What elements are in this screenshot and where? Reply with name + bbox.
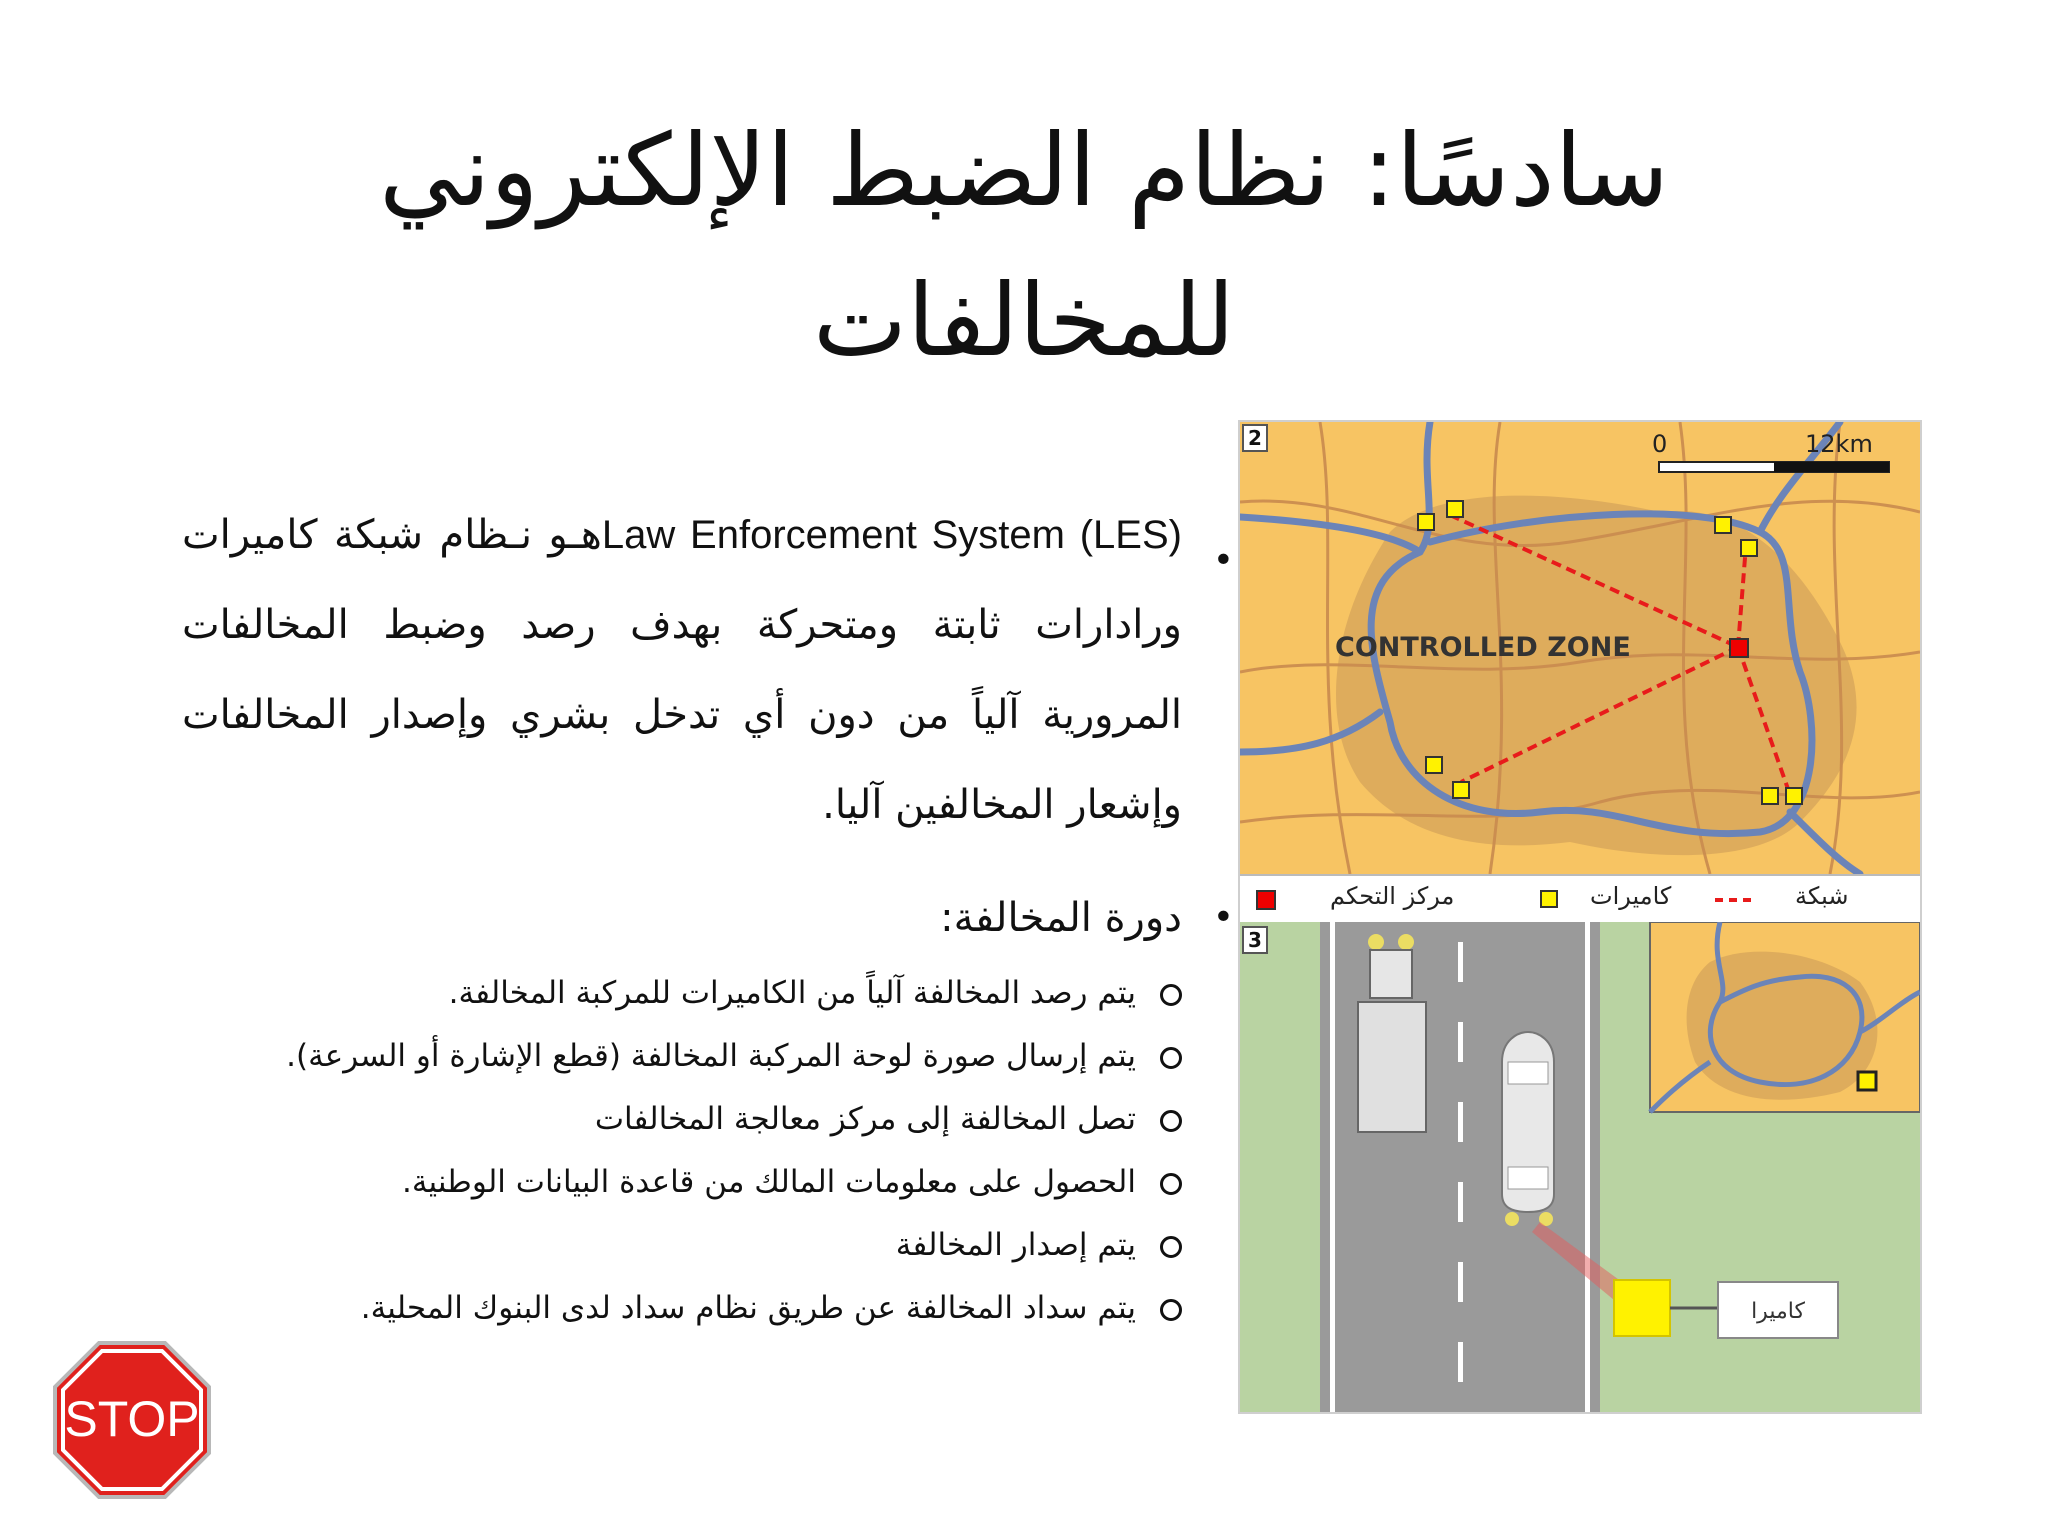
cycle-heading-bullet [182,888,1234,948]
violation-cycle-steps [182,962,1182,1340]
list-item [182,1151,1182,1214]
controlled-zone-map [1240,422,1920,874]
circle-bullet-icon [1160,1110,1182,1132]
stop-sign-text: STOP [64,1391,200,1447]
road-camera-diagram [1240,922,1920,1412]
slide-title [200,96,1848,396]
network-legend-icon [1715,898,1751,902]
map-graphic [1240,422,1920,874]
intro-bullet [182,490,1234,850]
list-item [182,1214,1182,1277]
road-panel-number: 3 [1242,926,1268,954]
intro-text: هـو نـظام شبكة كاميرات ورادارات ثابتة ومتحركة بهدف رصد وضبط المخالفات المرورية آلياً من دون أي تدخل بشري وإصدار المخالفات وإشعار المخالفين آليا. [182,512,1182,828]
stop-sign-icon [52,1340,212,1500]
zone-label: CONTROLLED ZONE [1335,632,1631,663]
bullet-marker: • [1212,897,1234,938]
circle-bullet-icon [1160,1173,1182,1195]
les-diagram-figure [1238,420,1922,1414]
list-item [182,1088,1182,1151]
camera-legend-icon [1540,890,1558,908]
list-item [182,962,1182,1025]
les-system-name: Law Enforcement System (LES) [601,513,1182,557]
road-graphic [1240,922,1920,1412]
step-text: يتم سداد المخالفة عن طريق نظام سداد لدى البنوك المحلية. [360,1290,1136,1326]
circle-bullet-icon [1160,984,1182,1006]
scale-end-label: 12km [1805,430,1873,458]
bullet-marker: • [1212,540,1234,581]
step-text: الحصول على معلومات المالك من قاعدة البيانات الوطنية. [401,1164,1136,1200]
legend-control-center: مركز التحكم [1330,882,1455,910]
circle-bullet-icon [1160,1236,1182,1258]
camera-callout-label: كاميرا [1751,1299,1805,1324]
circle-bullet-icon [1160,1047,1182,1069]
list-item [182,1277,1182,1340]
circle-bullet-icon [1160,1299,1182,1321]
map-panel-number: 2 [1242,424,1268,452]
step-text: يتم إرسال صورة لوحة المركبة المخالفة (قطع الإشارة أو السرعة). [286,1038,1136,1074]
slide-title-line2: للمخالفات [812,262,1236,379]
slide-title-line1: سادسًا: نظام الضبط الإلكتروني [379,112,1669,229]
legend-network: شبكة [1795,882,1849,910]
step-text: يتم رصد المخالفة آلياً من الكاميرات للمركبة المخالفة. [448,975,1136,1011]
step-text: يتم إصدار المخالفة [895,1227,1136,1263]
control-center-legend-icon [1256,890,1276,910]
step-text: تصل المخالفة إلى مركز معالجة المخالفات [594,1101,1136,1137]
list-item [182,1025,1182,1088]
legend-cameras: كاميرات [1590,882,1672,910]
map-legend [1240,874,1920,924]
scale-start-label: 0 [1652,430,1668,458]
cycle-heading: دورة المخالفة: [940,895,1182,941]
